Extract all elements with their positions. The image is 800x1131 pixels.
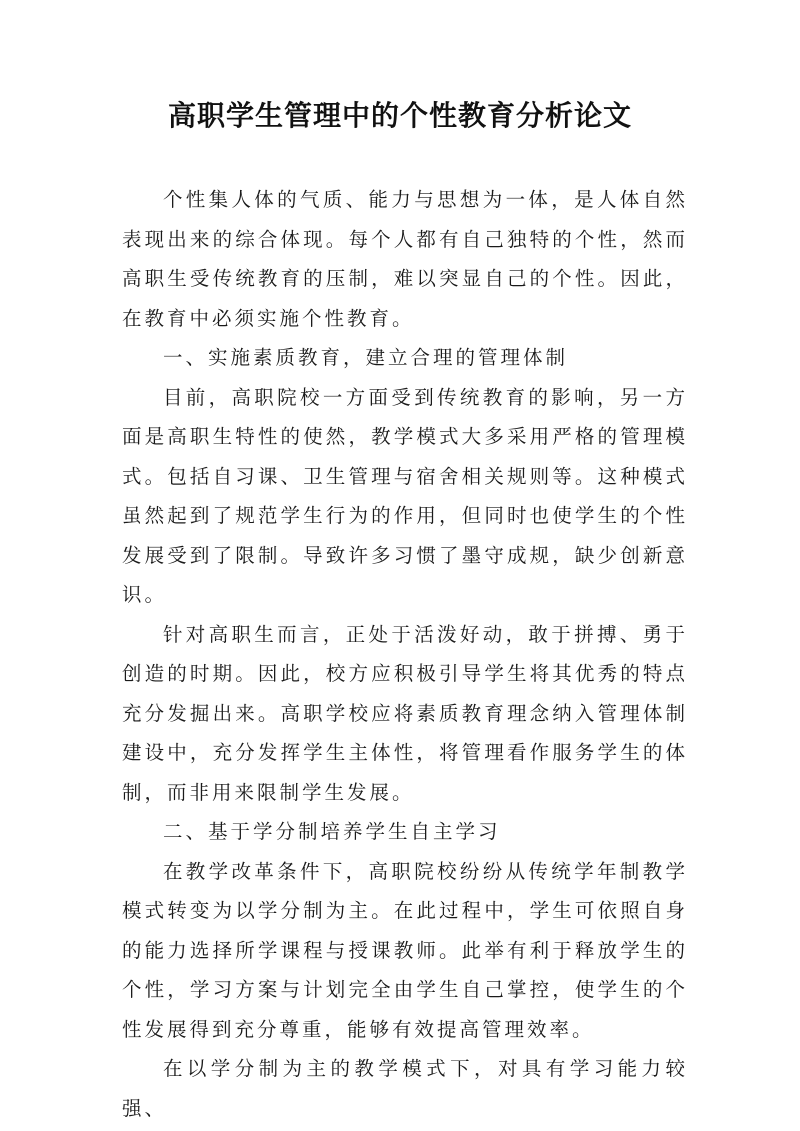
document-title: 高职学生管理中的个性教育分析论文 (167, 99, 632, 132)
paragraph-credit-model: 在以学分制为主的教学模式下，对具有学习能力较强、 (122, 1057, 688, 1120)
section-heading-2: 二、基于学分制培养学生自主学习 (162, 820, 501, 843)
paragraph-current-management: 目前，高职院校一方面受到传统教育的影响，另一方面是高职生特性的使然，教学模式大多采用严格的管理模式。包括自习课、卫生管理与宿舍相关规则等。这种模式虽然起到了规范学生行为的作用，但同时也使学生的个性发展受到了限制。导致许多习惯了墨守成规，缺少创新意识。 (122, 385, 688, 606)
paragraph-student-traits: 针对高职生而言，正处于活泼好动，敢于拼搏、勇于创造的时期。因此，校方应积极引导学生将其优秀的特点充分发掘出来。高职学校应将素质教育理念纳入管理体制建设中，充分发挥学生主体性，将管理看作服务学生的体制，而非用来限制学生发展。 (122, 622, 688, 804)
paragraph-intro: 个性集人体的气质、能力与思想为一体，是人体自然表现出来的综合体现。每个人都有自己独特的个性，然而高职生受传统教育的压制，难以突显自己的个性。因此，在教育中必须实施个性教育。 (122, 188, 688, 330)
section-heading-1: 一、实施素质教育，建立合理的管理体制 (162, 346, 568, 369)
document-body (122, 180, 688, 1128)
paragraph-credit-system: 在教学改革条件下，高职院校纷纷从传统学年制教学模式转变为以学分制为主。在此过程中，学生可依照自身的能力选择所学课程与授课教师。此举有利于释放学生的个性，学习方案与计划完全由学生自己掌控，使学生的个性发展得到充分尊重，能够有效提高管理效率。 (122, 859, 688, 1041)
